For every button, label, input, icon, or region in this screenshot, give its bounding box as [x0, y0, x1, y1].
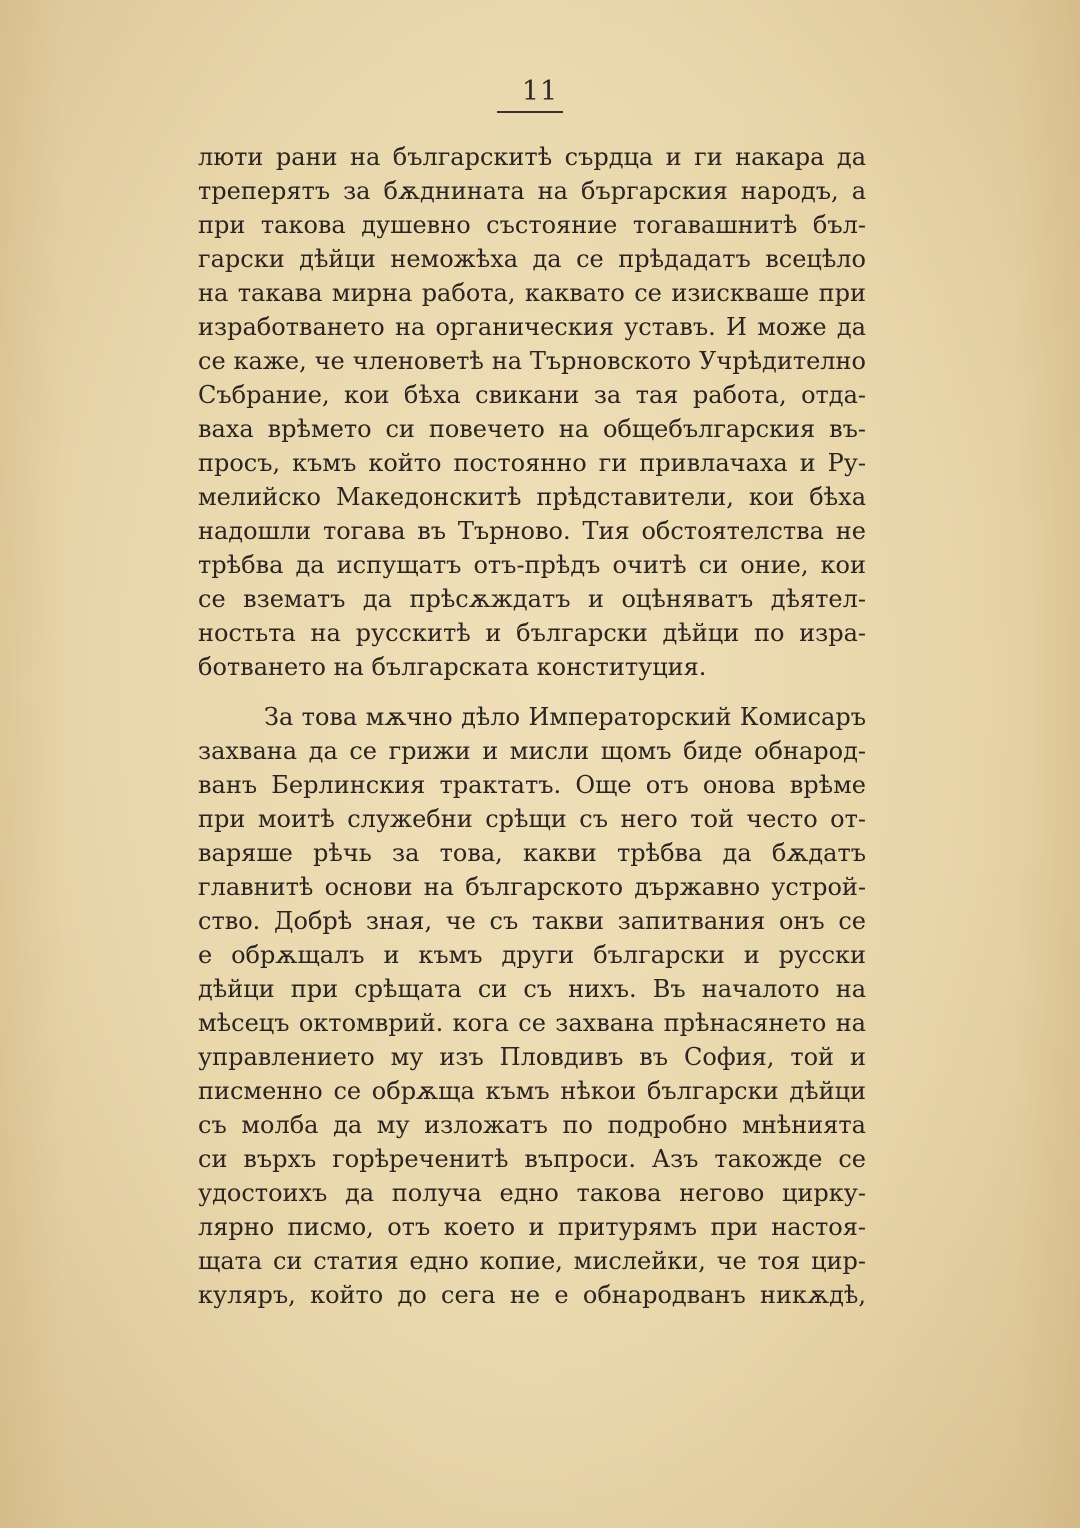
text-line: главнитѣ основи на българското държавно устрой-: [198, 873, 866, 901]
text-line: варяше рѣчь за това, какви трѣбва да бѫдатъ: [198, 839, 866, 867]
text-line: управлението му изъ Пловдивъ въ София, той и: [198, 1043, 866, 1071]
text-line: просъ, къмъ който постоянно ги привлачаха и Ру-: [198, 449, 866, 477]
text-line: гарски дѣйци неможѣха да се прѣдадатъ всецѣло: [198, 245, 866, 273]
text-line: изработването на органическия уставъ. И може да: [198, 313, 866, 341]
text-line: щата си статия едно копие, мислейки, че тоя цир-: [198, 1247, 866, 1275]
text-line: трѣбва да испущатъ отъ-прѣдъ очитѣ си оние, кои: [198, 551, 866, 579]
paragraph: [198, 700, 866, 1312]
text-line: ванъ Берлинския трактатъ. Още отъ онова врѣме: [198, 771, 866, 799]
text-line: мѣсецъ октомврий. кога се захвана прѣнасянето на: [198, 1009, 866, 1037]
paragraph: [198, 140, 866, 684]
page-number-container: [0, 76, 1080, 108]
text-line: дѣйци при срѣщата си съ нихъ. Въ началото на: [198, 975, 866, 1003]
text-line: писменно се обрѫща къмъ нѣкои български дѣйци: [198, 1077, 866, 1105]
text-line: захвана да се грижи и мисли щомъ биде обнарод-: [198, 737, 866, 765]
page-number: 11: [521, 76, 559, 107]
text-line: ностьта на русскитѣ и български дѣйци по изра-: [198, 619, 866, 647]
paragraph-gap: [198, 684, 866, 700]
text-line: си върхъ горѣреченитѣ въпроси. Азъ такожде се: [198, 1145, 866, 1173]
text-line: мелийско Македонскитѣ прѣдставители, кои бѣха: [198, 483, 866, 511]
text-line: ство. Добрѣ зная, че съ такви запитвания онъ се: [198, 907, 866, 935]
text-line: на такава мирна работа, каквато се изискваше при: [198, 279, 866, 307]
text-line: За това мѫчно дѣло Императорский Комисаръ: [264, 703, 866, 731]
text-line: надошли тогава въ Търново. Тия обстоятелства не: [198, 517, 866, 545]
text-line: се каже, че членоветѣ на Търновското Учрѣдително: [198, 347, 866, 375]
text-line: люти рани на българскитѣ сърдца и ги накара да: [198, 143, 866, 171]
text-line: Събрание, кои бѣха свикани за тая работа, отда-: [198, 381, 866, 409]
body-text: [198, 140, 866, 1312]
text-line: треперятъ за бѫднината на бъргарския народъ, а: [198, 177, 866, 205]
text-line: се взематъ да прѣсѫждатъ и оцѣняватъ дѣятел-: [198, 585, 866, 613]
text-line: лярно писмо, отъ което и притурямъ при настоя-: [198, 1213, 866, 1241]
text-line: съ молба да му изложатъ по подробно мнѣнията: [198, 1111, 866, 1139]
text-line: при такова душевно състояние тогавашнитѣ бъл-: [198, 211, 866, 239]
text-line: удостоихъ да получа едно такова негово цирку-: [198, 1179, 866, 1207]
text-line: при моитѣ служебни срѣщи съ него той често от-: [198, 805, 866, 833]
page-number-rule: [497, 111, 563, 113]
text-line: куляръ, който до сега не е обнародванъ никѫдѣ,: [198, 1281, 866, 1309]
text-line: ваха врѣмето си повечето на общебългарския въ-: [198, 415, 866, 443]
text-line: ботването на българската конституция.: [198, 653, 707, 681]
text-line: е обрѫщалъ и къмъ други български и русски: [198, 941, 866, 969]
